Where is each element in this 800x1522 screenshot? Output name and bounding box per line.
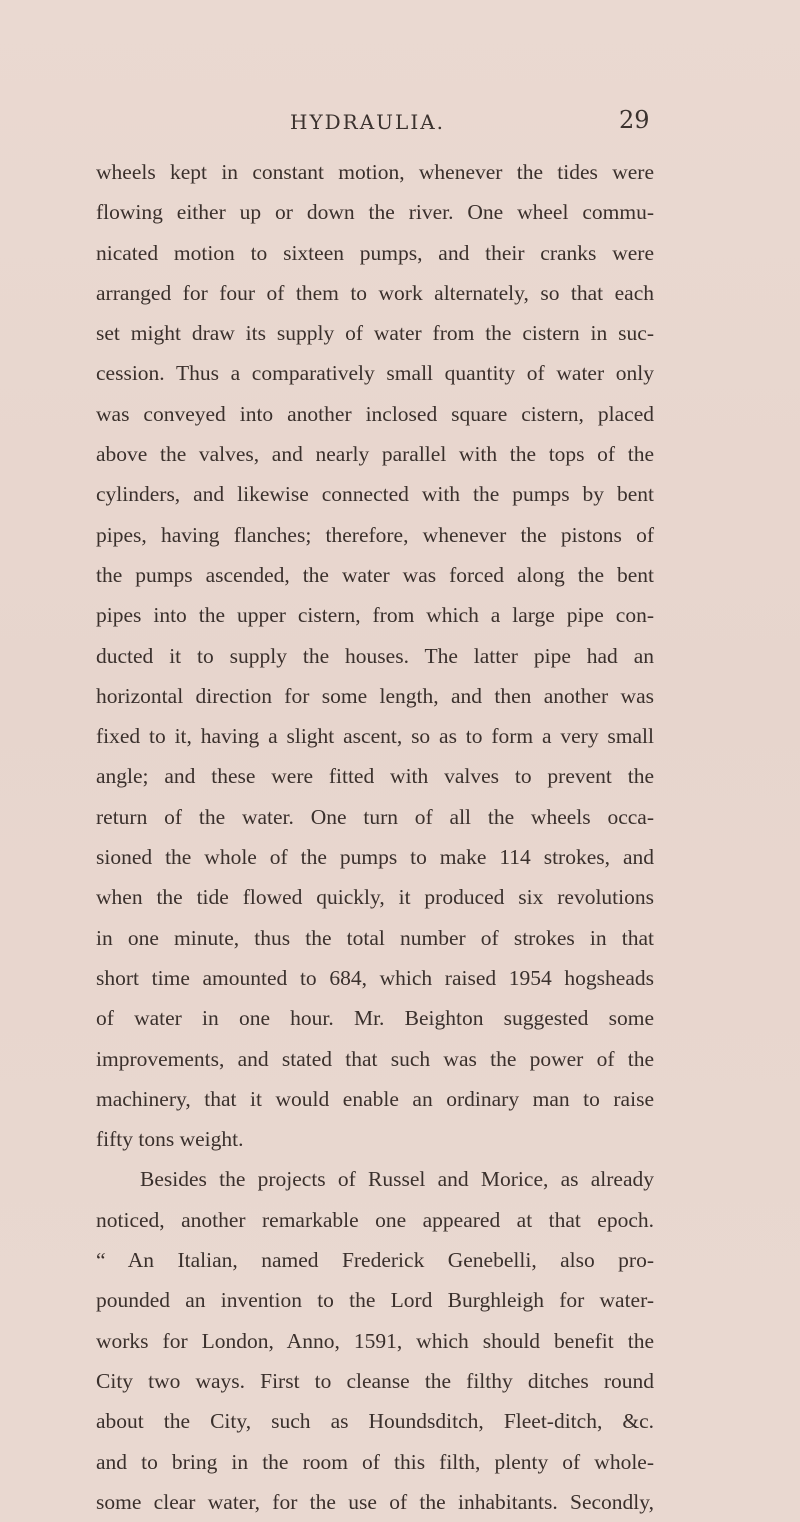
paragraph-start-line: Besides the projects of Russel and Morice, as already bbox=[140, 1167, 654, 1192]
text-line: flowing either up or down the river. One wheel commu- bbox=[96, 200, 654, 225]
text-line: short time amounted to 684, which raised 1954 hogsheads bbox=[96, 965, 654, 990]
text-line: the pumps ascended, the water was forced along the bent bbox=[96, 562, 654, 587]
text-line: of water in one hour. Mr. Beighton suggested some bbox=[96, 1006, 654, 1031]
text-line: horizontal direction for some length, and then another was bbox=[96, 683, 654, 708]
text-line: when the tide flowed quickly, it produced six revolutions bbox=[96, 885, 654, 910]
text-line: pounded an invention to the Lord Burghleigh for water- bbox=[96, 1288, 654, 1313]
text-line: pipes into the upper cistern, from which a large pipe con- bbox=[96, 603, 654, 628]
text-line: some clear water, for the use of the inhabitants. Secondly, bbox=[96, 1489, 654, 1514]
text-line: about the City, such as Houndsditch, Fleet-ditch, &c. bbox=[96, 1409, 654, 1434]
paragraph-end-line: fifty tons weight. bbox=[96, 1127, 244, 1152]
page-header bbox=[0, 106, 800, 140]
text-line: works for London, Anno, 1591, which should benefit the bbox=[96, 1328, 654, 1353]
page-number: 29 bbox=[619, 106, 650, 134]
text-line: in one minute, thus the total number of strokes in that bbox=[96, 925, 654, 950]
text-line: was conveyed into another inclosed square cistern, placed bbox=[96, 401, 654, 426]
text-line: City two ways. First to cleanse the filthy ditches round bbox=[96, 1368, 654, 1393]
text-line: set might draw its supply of water from the cistern in suc- bbox=[96, 321, 654, 346]
text-line: “ An Italian, named Frederick Genebelli, also pro- bbox=[96, 1248, 654, 1273]
text-line: angle; and these were fitted with valves to prevent the bbox=[96, 764, 654, 789]
text-line: improvements, and stated that such was the power of the bbox=[96, 1046, 654, 1071]
text-line: arranged for four of them to work alternately, so that each bbox=[96, 280, 654, 305]
text-line: noticed, another remarkable one appeared at that epoch. bbox=[96, 1207, 654, 1232]
text-line: wheels kept in constant motion, whenever the tides were bbox=[96, 160, 654, 184]
text-line: cession. Thus a comparatively small quantity of water only bbox=[96, 361, 654, 386]
body-text bbox=[96, 152, 654, 1522]
text-line: and to bring in the room of this filth, plenty of whole- bbox=[96, 1449, 654, 1474]
text-line: above the valves, and nearly parallel with the tops of the bbox=[96, 442, 654, 467]
text-line: return of the water. One turn of all the wheels occa- bbox=[96, 804, 654, 829]
text-line: cylinders, and likewise connected with the pumps by bent bbox=[96, 482, 654, 507]
running-title: HYDRAULIA. bbox=[290, 110, 446, 134]
text-line: fixed to it, having a slight ascent, so as to form a very small bbox=[96, 724, 654, 749]
text-line: nicated motion to sixteen pumps, and their cranks were bbox=[96, 240, 654, 265]
text-line: ducted it to supply the houses. The latter pipe had an bbox=[96, 643, 654, 668]
text-line: sioned the whole of the pumps to make 114 strokes, and bbox=[96, 845, 654, 870]
text-line: machinery, that it would enable an ordinary man to raise bbox=[96, 1086, 654, 1111]
text-line: pipes, having flanches; therefore, whenever the pistons of bbox=[96, 522, 654, 547]
